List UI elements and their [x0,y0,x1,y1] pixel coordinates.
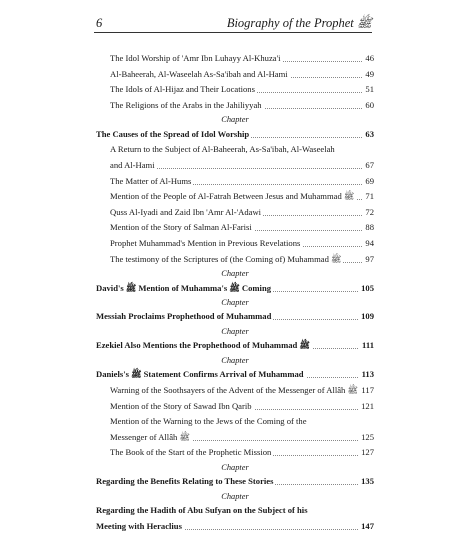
toc-entry [96,220,374,236]
toc-entry [96,445,374,461]
chapter-label: Chapter [221,269,249,279]
entry-title: Al-Baheerah, Al-Waseelah As-Sa'ibah and Al-Hami [110,68,288,79]
entry-title: A Return to the Subject of Al-Baheerah, As-Sa'ibah, Al-Waseelah [110,144,335,155]
chapter-heading [96,296,374,309]
toc-entry [96,127,374,143]
toc-entry [96,399,374,415]
entry-page-number: 125 [358,430,374,446]
toc-entry [96,82,374,98]
entry-page-number: 113 [359,367,374,383]
entry-title: Mention of the People of Al-Fatrah Between Jesus and Muhammad ﷺ [110,191,355,202]
entry-title: The Religions of the Arabs in the Jahiliyyah [110,99,262,110]
chapter-heading [96,490,374,503]
chapter-heading [96,267,374,280]
table-of-contents [96,51,374,535]
toc-entry [96,281,374,297]
entry-title: Mention of the Story of Sawad Ibn Qarib [110,400,252,411]
chapter-label: Chapter [221,463,249,473]
entry-title: Mention of the Story of Salman Al-Farisi [110,222,252,233]
toc-entry [96,189,374,205]
toc-entry [96,430,374,446]
entry-title: The Matter of Al-Hums [110,175,192,186]
entry-title: Regarding the Hadith of Abu Sufyan on the Subject of his [96,505,308,516]
entry-title: Warning of the Soothsayers of the Advent of the Messenger of Allâh ﷺ [110,385,358,396]
chapter-label: Chapter [221,327,249,337]
entry-page-number: 111 [359,338,374,354]
entry-title: Meeting with Heraclius [96,520,182,531]
chapter-heading [96,325,374,338]
toc-entry [96,142,374,158]
toc-entry [96,51,374,67]
entry-page-number: 60 [362,98,374,114]
chapter-heading [96,354,374,367]
entry-page-number: 67 [362,158,374,174]
entry-page-number: 51 [362,82,374,98]
entry-title: The Idol Worship of 'Amr Ibn Luhayy Al-Khuza'i [110,53,281,63]
chapter-label: Chapter [221,115,249,125]
entry-page-number: 63 [362,127,374,143]
entry-page-number: 49 [362,67,374,83]
toc-entry [96,414,374,430]
chapter-label: Chapter [221,298,249,308]
entry-title: Daniels's ﷺ Statement Confirms Arrival of Muhammad [96,369,304,380]
entry-title: Messiah Proclaims Prophethood of Muhammad [96,311,272,322]
toc-entry [96,519,374,535]
entry-page-number: 105 [358,281,374,297]
toc-entry [96,98,374,114]
entry-title: Mention of the Warning to the Jews of the Coming of the [110,416,307,427]
entry-page-number: 46 [362,51,374,67]
chapter-label: Chapter [221,356,249,366]
entry-title: Quss Al-Iyadi and Zaid Ibn 'Amr Al-'Adawi [110,206,262,217]
entry-page-number: 147 [358,519,374,535]
entry-title: Prophet Muhammad's Mention in Previous Revelations [110,237,301,248]
entry-page-number: 88 [362,220,374,236]
toc-entry [96,503,374,519]
page-number: 6 [96,16,103,30]
toc-entry [96,67,374,83]
entry-title: The Book of the Start of the Prophetic Mission [110,447,272,458]
running-title: Biography of the Prophet ﷺ [226,16,372,30]
toc-entry [96,236,374,252]
entry-title: The Idols of Al-Hijaz and Their Locations [110,84,255,95]
entry-page-number: 97 [362,252,374,268]
entry-title: The Causes of the Spread of Idol Worship [96,128,250,139]
toc-entry [96,367,374,383]
entry-page-number: 121 [358,399,374,415]
entry-title: The testimony of the Scriptures of (the Coming of) Muhammad ﷺ [110,253,342,264]
chapter-heading [96,113,374,126]
page-header [96,14,372,34]
entry-title: Regarding the Benefits Relating to These Stories [96,476,274,487]
chapter-heading [96,461,374,474]
entry-title: David's ﷺ Mention of Muhamma's ﷺ Coming [96,282,272,293]
toc-entry [96,205,374,221]
entry-page-number: 71 [362,189,374,205]
toc-entry [96,158,374,174]
toc-entry [96,474,374,490]
entry-title: and Al-Hami [110,159,155,170]
entry-title: Ezekiel Also Mentions the Prophethood of Muhammad ﷺ [96,340,310,351]
entry-page-number: 72 [362,205,374,221]
entry-page-number: 117 [358,383,374,399]
toc-entry [96,252,374,268]
entry-page-number: 109 [358,309,374,325]
entry-title: Messenger of Allâh ﷺ [110,431,190,442]
header-rule [94,32,372,33]
entry-page-number: 127 [358,445,374,461]
entry-page-number: 94 [362,236,374,252]
toc-entry [96,309,374,325]
chapter-label: Chapter [221,492,249,501]
toc-entry [96,338,374,354]
entry-page-number: 69 [362,174,374,190]
toc-entry [96,383,374,399]
toc-entry [96,174,374,190]
entry-page-number: 135 [358,474,374,490]
